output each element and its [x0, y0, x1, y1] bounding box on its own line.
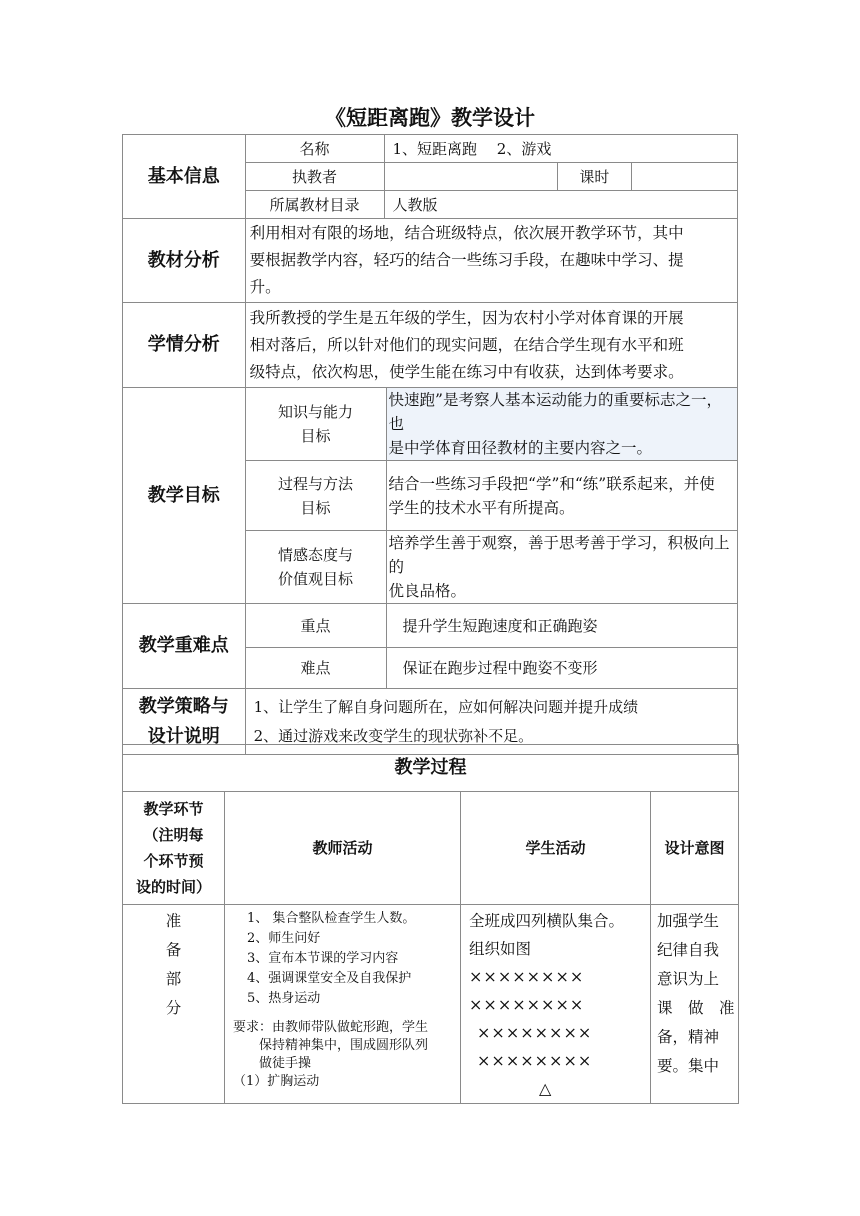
emotion-goal-label — [245, 531, 386, 604]
label-line: 情感态度与 — [278, 546, 354, 564]
stage-column-header — [123, 792, 225, 905]
label-line: 目标 — [300, 427, 331, 445]
stage-char: 部 — [165, 970, 182, 988]
name-value: 1、短距离跑 2、游戏 — [384, 135, 738, 163]
text-line: 相对落后，所以针对他们的现实问题，在结合学生现有水平和班 — [249, 335, 684, 354]
list-item: 5、热身运动 — [247, 991, 321, 1006]
text-line: 2、通过游戏来改变学生的现状弥补不足。 — [253, 726, 534, 745]
document-title: 《短距离跑》教学设计 — [325, 106, 535, 130]
keypoints-header: 教学重难点 — [123, 604, 246, 689]
stage-char: 分 — [165, 999, 182, 1017]
formation-row: ×××××××× — [477, 1023, 593, 1042]
text-line: 课 做 准 — [657, 999, 735, 1017]
header-line: 设计说明 — [147, 725, 220, 747]
knowledge-goal-label — [245, 388, 386, 461]
student-analysis-header: 学情分析 — [123, 303, 246, 388]
formation-row: ×××××××× — [469, 995, 585, 1014]
text-line: 备，精神 — [657, 1028, 720, 1046]
teacher-label: 执教者 — [245, 163, 384, 191]
teacher-activity-cell — [225, 905, 461, 1104]
text-line: 要根据教学内容，轻巧的结合一些练习手段，在趣味中学习、提 — [249, 251, 684, 269]
text-line: 学生的技术水平有所提高。 — [388, 498, 575, 517]
hard-value: 保证在跑步过程中跑姿不变形 — [386, 648, 737, 689]
text-line: 快速跑”是考察人基本运动能力的重要标志之一，也 — [388, 391, 722, 433]
info-table — [122, 134, 738, 755]
text-line: 优良品格。 — [388, 582, 467, 600]
basic-info-header: 基本信息 — [123, 135, 246, 219]
text-line: 加强学生 — [657, 912, 720, 930]
label-line: 价值观目标 — [278, 570, 354, 588]
period-label: 课时 — [558, 163, 632, 191]
material-analysis-text — [245, 219, 737, 303]
name-label: 名称 — [245, 135, 384, 163]
process-goal-label — [245, 461, 386, 531]
key-value: 提升学生短跑速度和正确跑姿 — [386, 604, 737, 648]
label-line: 知识与能力 — [278, 403, 354, 421]
stage-char: 备 — [165, 941, 182, 959]
text-line: 组织如图 — [469, 940, 532, 958]
label-line: 过程与方法 — [278, 474, 354, 493]
text-line: 级特点，依次构思，使学生能在练习中有收获，达到体考要求。 — [249, 362, 684, 381]
material-analysis-header: 教材分析 — [123, 219, 246, 303]
text-line: 意识为上 — [657, 970, 720, 988]
teacher-activity-header: 教师活动 — [225, 792, 461, 905]
textbook-label: 所属教材目录 — [245, 191, 384, 219]
emotion-goal-text — [386, 531, 737, 604]
period-value — [631, 163, 737, 191]
key-label: 重点 — [245, 604, 386, 648]
goals-header: 教学目标 — [123, 388, 246, 604]
process-table — [122, 744, 739, 1104]
text-line: 要求：由教师带队做蛇形跑，学生 — [233, 1020, 429, 1035]
text-line: 利用相对有限的场地，结合班级特点，依次展开教学环节，其中 — [249, 224, 684, 242]
list-item: 3、宣布本节课的学习内容 — [247, 951, 399, 966]
header-line: 教学策略与 — [138, 695, 229, 717]
text-line: 保持精神集中，围成圆形队列 — [259, 1038, 429, 1053]
header-line: 个环节预 — [143, 852, 204, 870]
text-line: 我所教授的学生是五年级的学生，因为农村小学对体育课的开展 — [249, 308, 684, 327]
text-line: 做徒手操 — [259, 1056, 312, 1071]
formation-row: ×××××××× — [477, 1051, 593, 1070]
text-line: 全班成四列横队集合。 — [469, 912, 625, 930]
student-analysis-text — [245, 303, 737, 388]
text-line: 1、让学生了解自身问题所在，应如何解决问题并提升成绩 — [253, 697, 639, 716]
teacher-value — [384, 163, 558, 191]
design-intent-cell — [651, 905, 739, 1104]
teacher-items — [225, 909, 460, 1009]
text-line: 是中学体育田径教材的主要内容之一。 — [388, 439, 653, 457]
text-line: 纪律自我 — [657, 941, 720, 959]
header-line: 教学环节 — [143, 800, 204, 818]
text-line: 培养学生善于观察，善于思考善于学习，积极向上的 — [388, 534, 730, 576]
teacher-requirements — [225, 1019, 460, 1091]
stage-char: 准 — [165, 912, 182, 930]
hard-label: 难点 — [245, 648, 386, 689]
teacher-position-marker: △ — [539, 1079, 552, 1098]
label-line: 目标 — [300, 498, 331, 517]
knowledge-goal-text — [386, 388, 737, 461]
list-item: 1、 集合整队检查学生人数。 — [247, 911, 416, 926]
formation-row: ×××××××× — [469, 967, 585, 986]
list-item: 2、师生问好 — [247, 931, 321, 946]
header-line: 设的时间） — [135, 878, 211, 896]
text-line: 升。 — [249, 278, 281, 296]
process-goal-text — [386, 461, 737, 531]
student-activity-header: 学生活动 — [461, 792, 651, 905]
process-header: 教学过程 — [123, 745, 739, 792]
text-line: 结合一些练习手段把“学”和“练”联系起来，并使 — [388, 474, 715, 493]
text-line: （1）扩胸运动 — [233, 1074, 320, 1089]
textbook-value: 人教版 — [384, 191, 738, 219]
student-activity-cell — [461, 905, 651, 1104]
text-line: 要。集中 — [657, 1057, 720, 1075]
list-item: 4、强调课堂安全及自我保护 — [247, 971, 412, 986]
header-line: （注明每 — [143, 826, 204, 844]
stage-prep — [123, 905, 225, 1104]
design-intent-header: 设计意图 — [651, 792, 739, 905]
